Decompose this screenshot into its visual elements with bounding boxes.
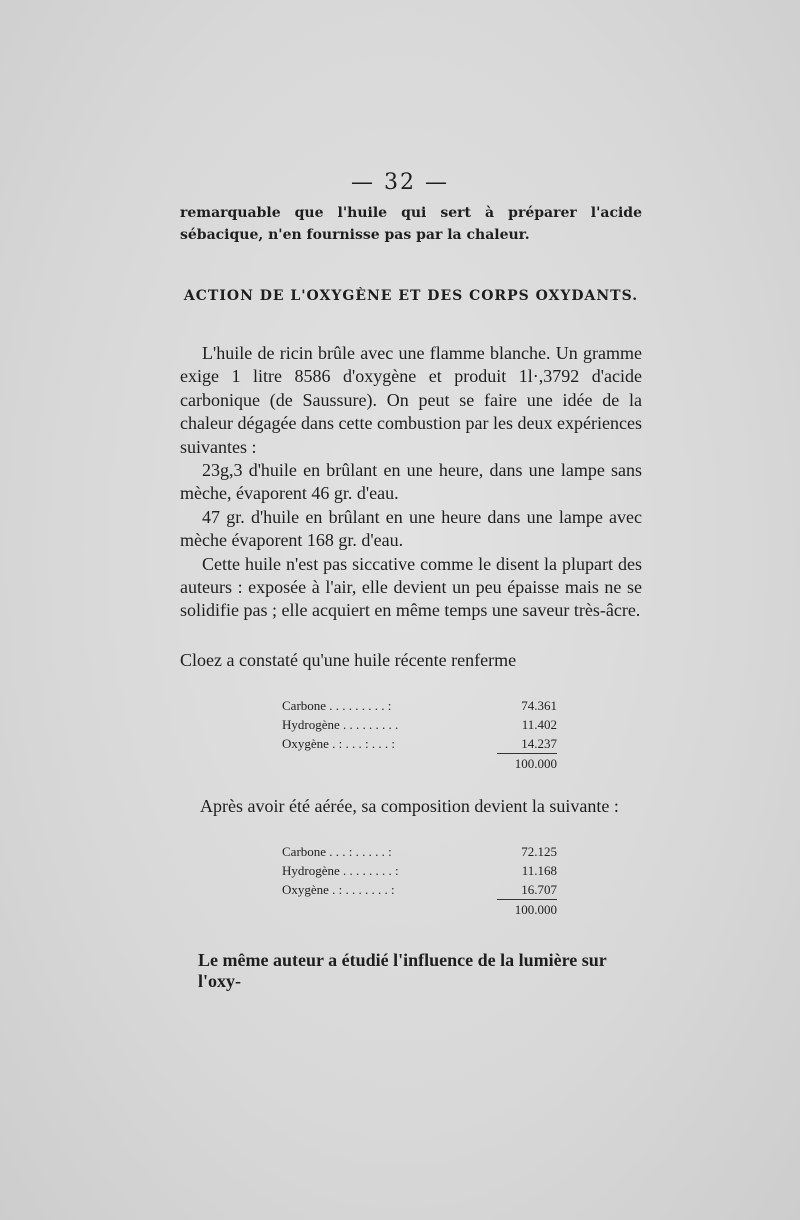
paragraph-experiment-2: 47 gr. d'huile en brûlant en une heure dans une lampe avec mèche évaporent 168 gr. d'eau. xyxy=(180,506,642,551)
table-row: Oxygène . : . . . . . . . : 16.707 xyxy=(282,880,557,900)
paragraph-experiment-1: 23g,3 d'huile en brûlant en une heure, dans une lampe sans mèche, évaporent 46 gr. d'eau. xyxy=(180,460,642,504)
table-row: Carbone . . . . . . . . . : 74.361 xyxy=(282,698,557,713)
table-total: 100.000 xyxy=(514,902,557,917)
composition-table-fresh xyxy=(282,696,557,773)
paragraph-combustion: L'huile de ricin brûle avec une flamme blanche. Un gramme exige 1 litre 8586 d'oxygène et produit 1l·,3792 d'acide carbonique (de Saussure). On peut se faire une idée de la chaleur dégagée dans cette combustion par les deux expériences suivantes : xyxy=(180,343,642,457)
composition-table-aerated xyxy=(282,842,557,919)
page-number: — 32 — xyxy=(351,170,449,195)
body-text xyxy=(180,342,642,623)
closing-line: Le même auteur a étudié l'influence de la lumière sur l'oxy- xyxy=(198,950,607,991)
table-row: Hydrogène . . . . . . . . . 11.402 xyxy=(282,717,557,732)
cloez-intro: Cloez a constaté qu'une huile récente renferme xyxy=(180,650,517,670)
table-total: 100.000 xyxy=(514,756,557,771)
section-heading: ACTION DE L'OXYGÈNE ET DES CORPS OXYDANTS. xyxy=(183,288,639,304)
paragraph-siccative: Cette huile n'est pas siccative comme le disent la plupart des auteurs : exposée à l'air, elle devient un peu épaisse mais ne se solidifie pas ; elle acquiert en même temps une saveur très-âcre. xyxy=(180,553,642,621)
intro-text: remarquable que l'huile qui sert à préparer l'acide sébacique, n'en fournisse pas par la chaleur. xyxy=(180,205,642,243)
table-row: Carbone . . . : . . . . . : 72.125 xyxy=(282,844,557,859)
table-row: Oxygène . : . . . : . . . : 14.237 xyxy=(282,734,557,754)
table-row: Hydrogène . . . . . . . . : 11.168 xyxy=(282,863,557,878)
after-aeration-text: Après avoir été aérée, sa composition devient la suivante : xyxy=(200,796,619,816)
